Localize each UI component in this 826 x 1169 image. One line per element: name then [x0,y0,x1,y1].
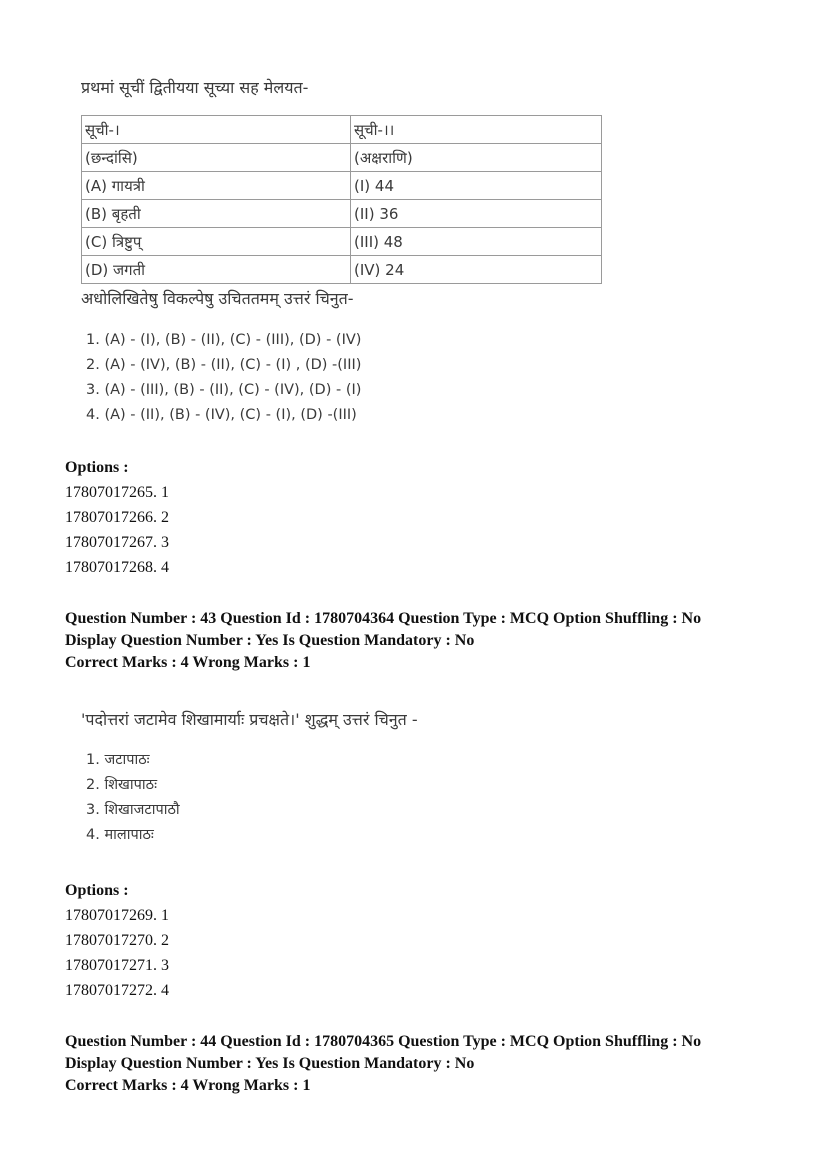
option-id: 17807017271. 3 [65,957,169,974]
meta-line: Question Number : 44 Question Id : 1780704365 Question Type : MCQ Option Shuffling : No [65,1033,702,1050]
table-row [82,228,602,256]
options-label: Options : [65,882,129,899]
match-table [81,115,602,284]
meta-line: Correct Marks : 4 Wrong Marks : 1 [65,1077,311,1094]
question-42-instruction: अधोलिखितेषु विकल्पेषु उचिततमम् उत्तरं चिनुत- [81,289,354,308]
question-43-prompt: 'पदोत्तरां जटामेव शिखामार्याः प्रचक्षते।' शुद्धम् उत्तरं चिनुत - [81,710,418,729]
table-cell: (III) 48 [351,228,602,256]
option-id: 17807017266. 2 [65,509,169,526]
meta-line: Correct Marks : 4 Wrong Marks : 1 [65,654,311,671]
question-42-choices [86,328,361,428]
option-id: 17807017269. 1 [65,907,169,924]
table-cell: (D) जगती [82,256,351,284]
table-cell: (A) गायत्री [82,172,351,200]
meta-line: Question Number : 43 Question Id : 1780704364 Question Type : MCQ Option Shuffling : No [65,610,702,627]
choice-item: 2. शिखापाठः [86,777,158,793]
option-id: 17807017270. 2 [65,932,169,949]
choice-item: 3. शिखाजटापाठौ [86,802,180,818]
option-id: 17807017268. 4 [65,559,169,576]
table-row [82,172,602,200]
table-cell: (B) बृहती [82,200,351,228]
table-row [82,144,602,172]
table-cell: सूची-। [82,116,351,144]
option-id: 17807017267. 3 [65,534,169,551]
choice-item: 1. जटापाठः [86,752,150,768]
table-cell: (छन्दांसि) [82,144,351,172]
table-row [82,200,602,228]
choice-item: 4. मालापाठः [86,827,154,843]
table-cell: सूची-।। [351,116,602,144]
table-row [82,116,602,144]
meta-line: Display Question Number : Yes Is Question Mandatory : No [65,632,475,649]
choice-item: 4. (A) - (II), (B) - (IV), (C) - (I), (D) -(III) [86,407,357,423]
question-43-choices [86,748,180,848]
table-cell: (C) त्रिष्टुप् [82,228,351,256]
table-cell: (I) 44 [351,172,602,200]
question-43-meta [65,608,701,674]
question-44-meta [65,1031,701,1097]
table-cell: (II) 36 [351,200,602,228]
table-cell: (अक्षराणि) [351,144,602,172]
option-id: 17807017265. 1 [65,484,169,501]
question-43-options [65,878,169,1003]
options-label: Options : [65,459,129,476]
question-42-options [65,455,169,580]
table-cell: (IV) 24 [351,256,602,284]
table-row [82,256,602,284]
meta-line: Display Question Number : Yes Is Question Mandatory : No [65,1055,475,1072]
choice-item: 1. (A) - (I), (B) - (II), (C) - (III), (D) - (IV) [86,332,362,348]
option-id: 17807017272. 4 [65,982,169,999]
question-42-prompt: प्रथमां सूचीं द्वितीयया सूच्या सह मेलयत- [81,78,309,97]
choice-item: 2. (A) - (IV), (B) - (II), (C) - (I) , (D) -(III) [86,357,362,373]
choice-item: 3. (A) - (III), (B) - (II), (C) - (IV), (D) - (I) [86,382,362,398]
